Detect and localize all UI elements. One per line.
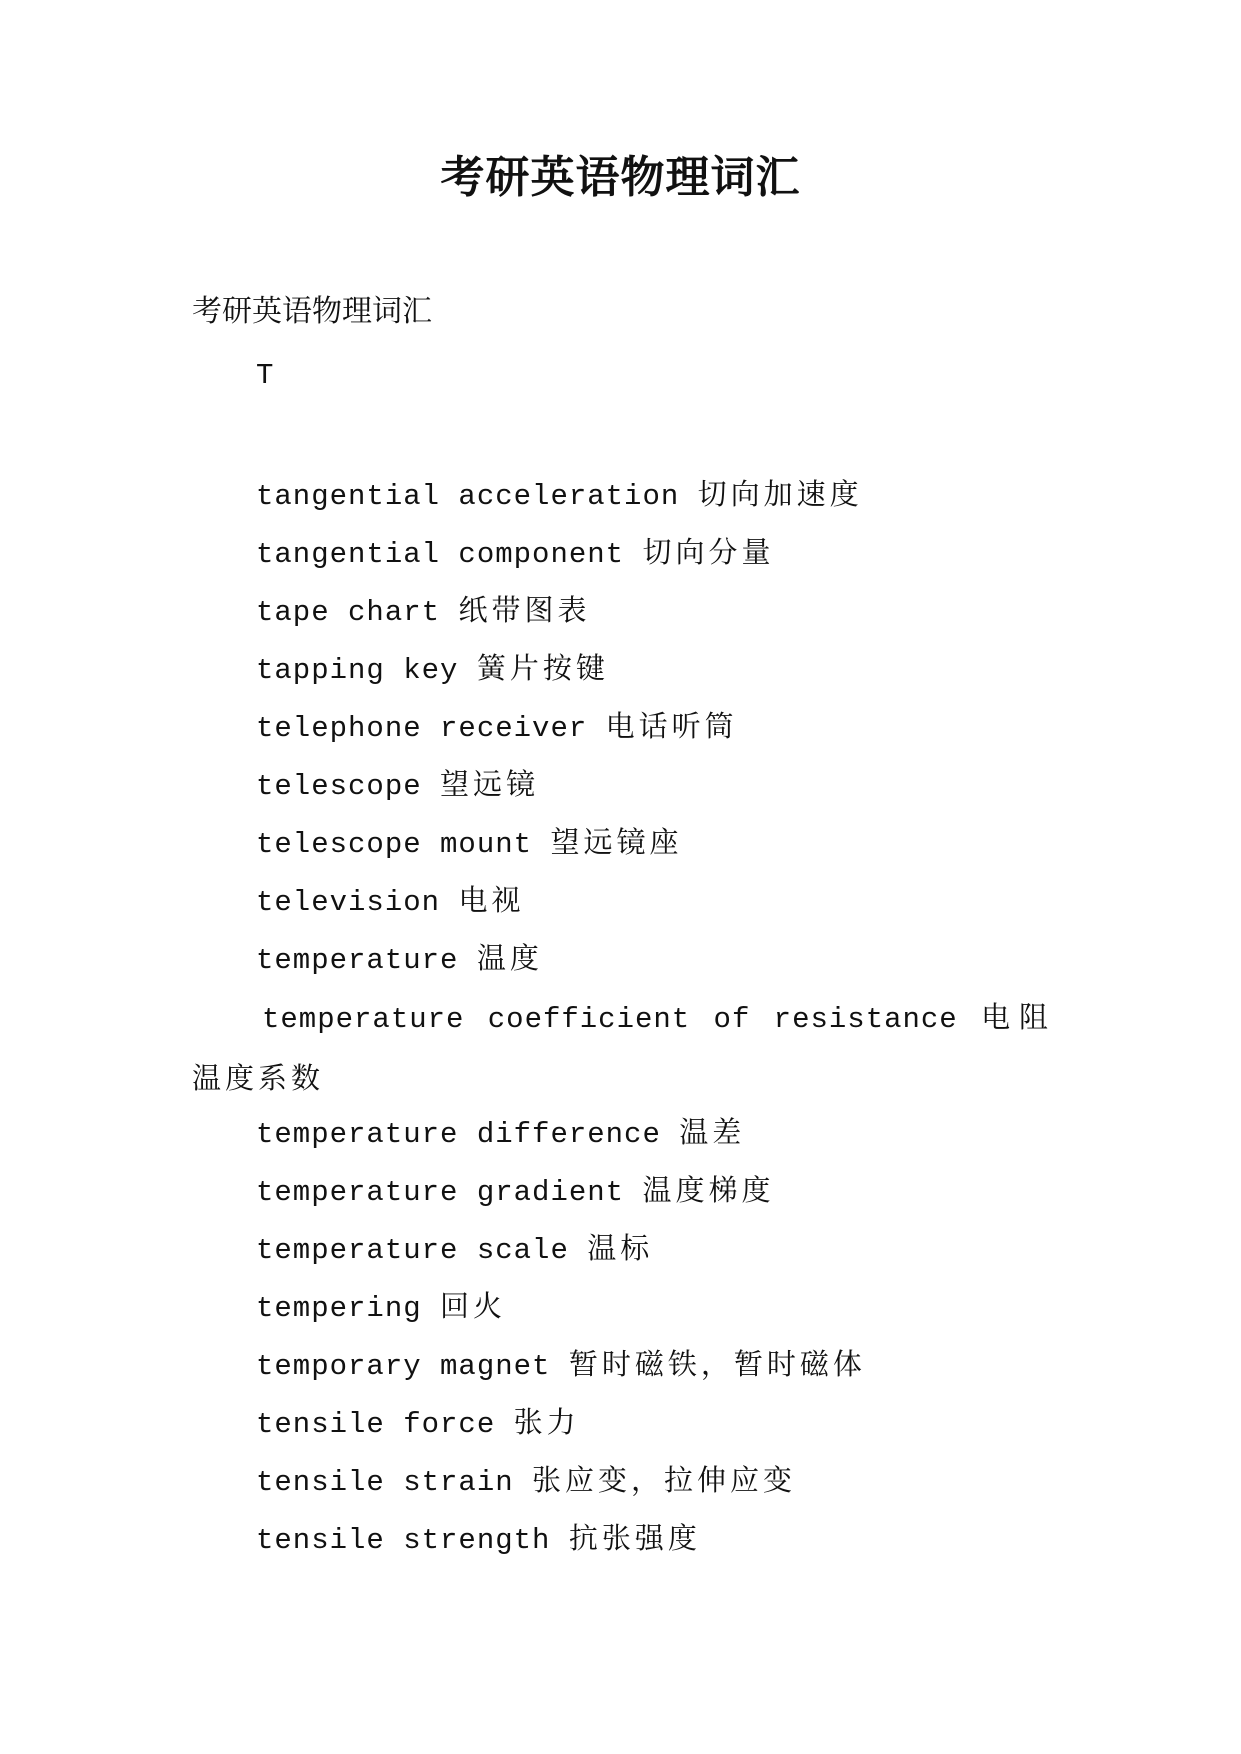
vocabulary-entry	[256, 1286, 506, 1329]
vocabulary-entry	[256, 1402, 580, 1445]
document-subtitle: 考研英语物理词汇	[192, 294, 432, 329]
entry-term: television	[256, 886, 441, 919]
vocabulary-entry	[256, 1228, 653, 1271]
entry-term: temperature	[256, 944, 459, 977]
entry-translation: 电视	[458, 883, 525, 917]
entry-translation: 簧片按键	[476, 651, 609, 685]
document-title: 考研英语物理词汇	[440, 152, 801, 203]
entry-term: telescope mount	[256, 828, 533, 861]
vocabulary-entry	[256, 590, 590, 633]
entry-translation: 纸带图表	[458, 593, 591, 627]
vocabulary-entry	[256, 474, 863, 517]
entry-translation: 切向分量	[642, 535, 775, 569]
entry-term: temperature gradient	[256, 1176, 625, 1209]
vocabulary-entry	[256, 1170, 774, 1213]
vocabulary-entry	[256, 1344, 866, 1387]
entry-term: tensile strain	[256, 1466, 514, 1499]
vocabulary-entry	[256, 1518, 701, 1561]
vocabulary-entry	[256, 764, 539, 807]
entry-translation: 电阻温度系数	[192, 1000, 1052, 1095]
entry-translation: 温差	[679, 1115, 746, 1149]
vocabulary-entry	[256, 822, 682, 865]
entry-translation: 温度梯度	[642, 1173, 775, 1207]
entry-term: tangential acceleration	[256, 480, 680, 513]
vocabulary-entry	[256, 1460, 796, 1503]
entry-term: tangential component	[256, 538, 625, 571]
vocabulary-entry	[256, 880, 524, 923]
vocabulary-entry	[256, 648, 609, 691]
entry-translation: 望远镜	[440, 767, 540, 801]
entry-term: tempering	[256, 1292, 422, 1325]
entry-translation: 张力	[513, 1405, 580, 1439]
entry-term: tapping key	[256, 654, 459, 687]
entry-term: temperature coefficient of resistance	[262, 1003, 958, 1036]
entry-translation: 电话听筒	[605, 709, 738, 743]
entry-translation: 切向加速度	[697, 477, 863, 511]
vocabulary-entry	[192, 988, 1052, 1110]
entry-translation: 暂时磁铁，暂时磁体	[568, 1347, 866, 1381]
entry-term: temperature difference	[256, 1118, 661, 1151]
entry-term: telescope	[256, 770, 422, 803]
entry-term: tape chart	[256, 596, 441, 629]
entry-term: temporary magnet	[256, 1350, 551, 1383]
section-letter: T	[256, 359, 274, 392]
entry-term: telephone receiver	[256, 712, 588, 745]
entry-term: tensile force	[256, 1408, 496, 1441]
entry-translation: 抗张强度	[568, 1521, 701, 1555]
entry-translation: 温度	[476, 941, 543, 975]
vocabulary-entry	[256, 706, 738, 749]
entry-translation: 张应变，拉伸应变	[532, 1463, 797, 1497]
entry-translation: 回火	[440, 1289, 507, 1323]
entry-term: tensile strength	[256, 1524, 551, 1557]
entry-term: temperature scale	[256, 1234, 569, 1267]
entry-translation: 温标	[587, 1231, 654, 1265]
vocabulary-entry	[256, 532, 774, 575]
vocabulary-entry	[256, 1112, 745, 1155]
vocabulary-entry	[256, 938, 543, 981]
entry-translation: 望远镜座	[550, 825, 683, 859]
